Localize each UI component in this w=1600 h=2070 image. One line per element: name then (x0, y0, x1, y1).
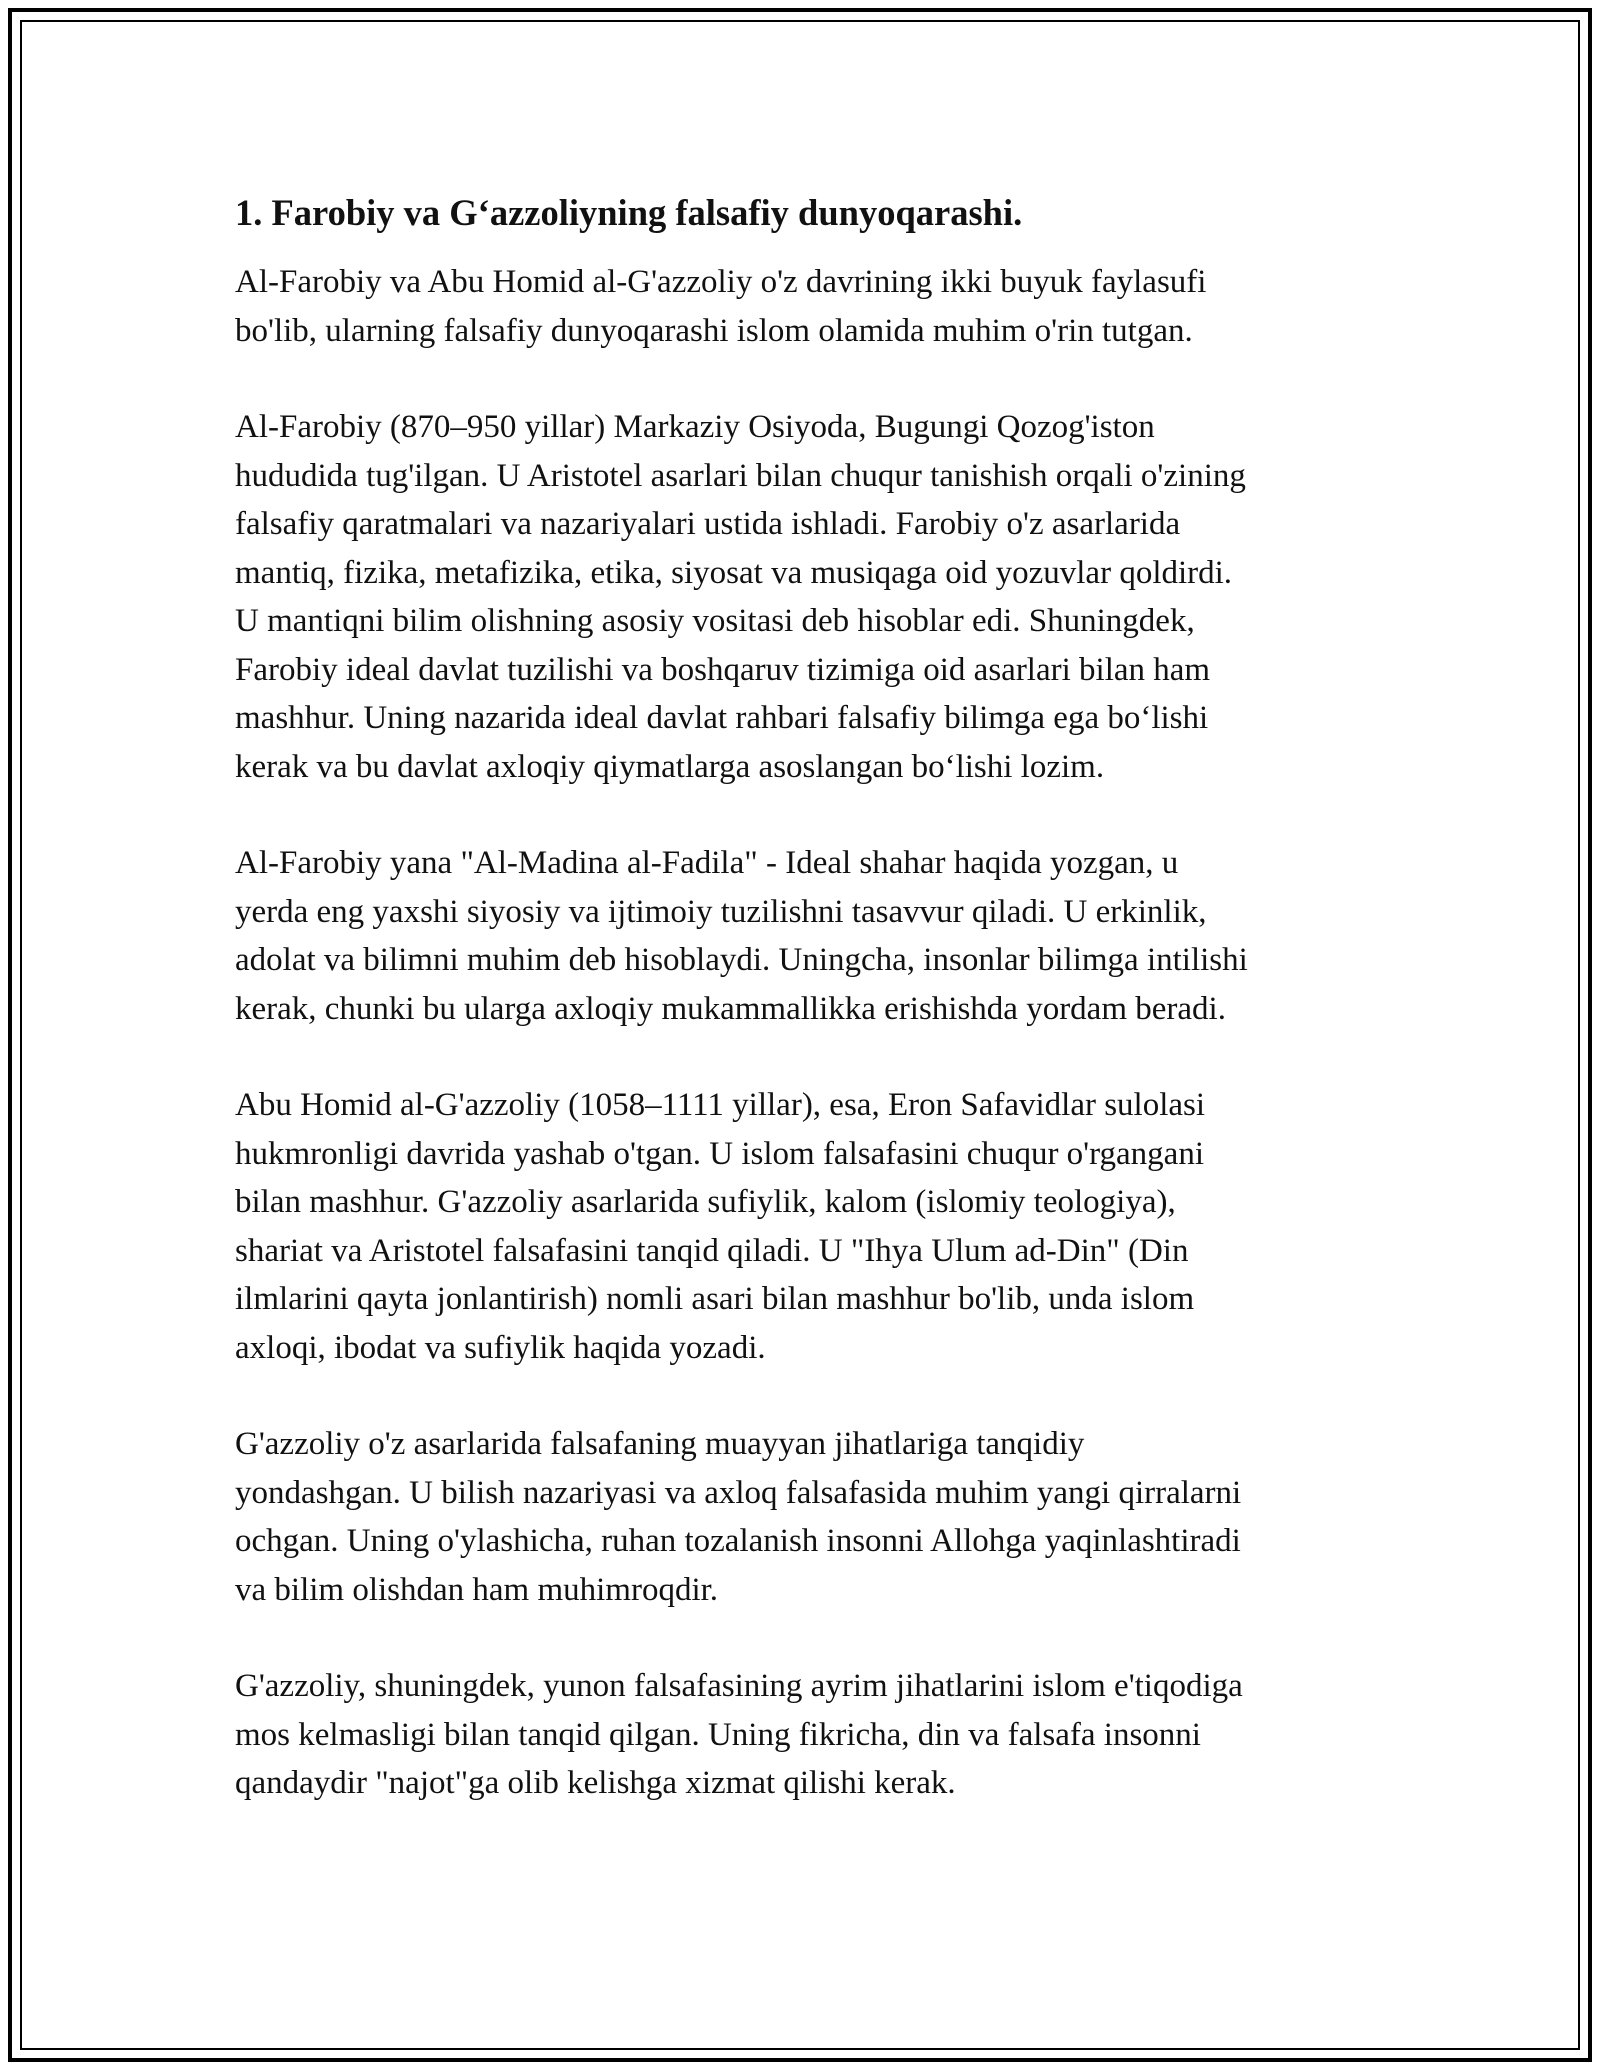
paragraph-gazzoliy-biography: Abu Homid al-G'azzoliy (1058–1111 yillar), esa, Eron Safavidlar sulolasi hukmronligi davrida yashab o'tgan. U islom falsafasini chuqur o'rgangani bilan mashhur. G'azzoliy asarlarida sufiylik, kalom (islomiy teologiya), shariat va Aristotel falsafasini tanqid qiladi. U "Ihya Ulum ad-Din" (Din ilmlarini qayta jonlantirish) nomli asari bilan mashhur bo'lib, unda islom axloqi, ibodat va sufiylik haqida yozadi. (235, 1087, 1206, 1366)
paragraph-farobiy-ideal-city: Al-Farobiy yana "Al-Madina al-Fadila" - Ideal shahar haqida yozgan, u yerda eng yaxshi siyosiy va ijtimoiy tuzilishni tasavvur qiladi. U erkinlik, adolat va bilimni muhim deb hisoblaydi. Uningcha, insonlar bilimga intilishi kerak, chunki bu ularga axloqiy mukammallikka erishishda yordam beradi. (235, 845, 1248, 1027)
paragraph-gazzoliy-critique: G'azzoliy o'z asarlarida falsafaning muayyan jihatlariga tanqidiy yondashgan. U bilish nazariyasi va axloq falsafasida muhim yangi qirralarni ochgan. Uning o'ylashicha, ruhan tozalanish insonni Allohga yaqinlashtiradi va bilim olishdan ham muhimroqdir. (235, 1426, 1242, 1608)
paragraph-intro: Al-Farobiy va Abu Homid al-G'azzoliy o'z davrining ikki buyuk faylasufi bo'lib, ularning falsafiy dunyoqarashi islom olamida muhim o'rin tutgan. (235, 264, 1207, 349)
document-body (235, 188, 1385, 1808)
paragraph-gazzoliy-greek-philosophy: G'azzoliy, shuningdek, yunon falsafasining ayrim jihatlarini islom e'tiqodiga mos kelmasligi bilan tanqid qilgan. Uning fikricha, din va falsafa insonni qandaydir "najot"ga olib kelishga xizmat qilishi kerak. (235, 1668, 1243, 1801)
paragraph-farobiy-biography: Al-Farobiy (870–950 yillar) Markaziy Osiyoda, Bugungi Qozog'iston hududida tug'ilgan. U Aristotel asarlari bilan chuqur tanishish orqali o'zining falsafiy qaratmalari va nazariyalari ustida ishladi. Farobiy o'z asarlarida mantiq, fizika, metafizika, etika, siyosat va musiqaga oid yozuvlar qoldirdi. U mantiqni bilim olishning asosiy vositasi deb hisoblar edi. Shuningdek, Farobiy ideal davlat tuzilishi va boshqaruv tizimiga oid asarlari bilan ham mashhur. Uning nazarida ideal davlat rahbari falsafiy bilimga ega bo‘lishi kerak va bu davlat axloqiy qiymatlarga asoslangan bo‘lishi lozim. (235, 409, 1246, 785)
document-title: 1. Farobiy va G‘azzoliyning falsafiy dunyoqarashi. (235, 192, 1023, 233)
